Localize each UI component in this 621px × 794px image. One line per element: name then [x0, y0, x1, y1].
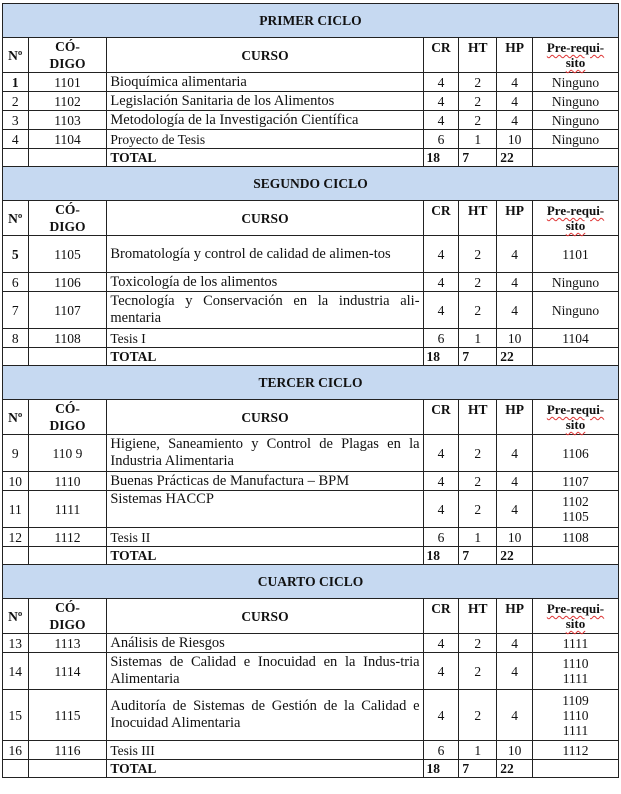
course-code: 1105: [28, 236, 107, 273]
course-credits: 4: [423, 236, 459, 273]
course-prerequisite: [533, 528, 619, 547]
course-code: 1102: [28, 92, 107, 111]
prerequisite-value: Ninguno: [551, 302, 600, 318]
prerequisite-value: Ninguno: [551, 74, 600, 90]
header-no: Nº: [3, 38, 29, 73]
prerequisite-value: Ninguno: [551, 274, 600, 290]
course-row: [3, 92, 619, 111]
header-pre-line1: Pre-requi-: [546, 402, 605, 417]
total-row: [3, 149, 619, 167]
course-practice-hours: 4: [497, 634, 533, 653]
header-pre-line2: sito: [565, 218, 586, 233]
course-practice-hours: 4: [497, 653, 533, 690]
course-prerequisite: [533, 292, 619, 329]
column-header-row: [3, 599, 619, 634]
prerequisite-value: 1109: [562, 692, 589, 708]
total-practice-hours: 22: [497, 348, 533, 366]
course-credits: 4: [423, 435, 459, 472]
header-ht: HT: [459, 38, 497, 73]
course-theory-hours: 2: [459, 73, 497, 92]
course-code: 1112: [28, 528, 107, 547]
total-theory-hours: 7: [459, 149, 497, 167]
course-theory-hours: 2: [459, 653, 497, 690]
course-prerequisite: [533, 111, 619, 130]
course-row: [3, 111, 619, 130]
course-credits: 4: [423, 690, 459, 741]
total-theory-hours: 7: [459, 348, 497, 366]
prerequisite-value: 1111: [562, 722, 589, 738]
course-prerequisite: [533, 435, 619, 472]
course-row: [3, 435, 619, 472]
course-row: [3, 329, 619, 348]
total-practice-hours: 22: [497, 547, 533, 565]
header-codigo: [28, 38, 107, 73]
prerequisite-value: 1105: [562, 509, 589, 524]
total-empty-no: [3, 760, 29, 778]
total-empty-no: [3, 547, 29, 565]
prerequisite-value: Ninguno: [551, 131, 600, 147]
course-code: 1104: [28, 130, 107, 149]
course-name: Tesis I: [107, 329, 423, 348]
course-code: 1110: [28, 472, 107, 491]
course-theory-hours: 1: [459, 741, 497, 760]
course-number: 3: [3, 111, 29, 130]
header-pre-line1: Pre-requi-: [546, 203, 605, 218]
course-row: [3, 292, 619, 329]
course-name: Tesis II: [107, 528, 423, 547]
course-theory-hours: 2: [459, 111, 497, 130]
course-theory-hours: 2: [459, 273, 497, 292]
course-credits: 6: [423, 329, 459, 348]
course-code: 1114: [28, 653, 107, 690]
course-row: [3, 273, 619, 292]
course-credits: 4: [423, 92, 459, 111]
header-hp: HP: [497, 400, 533, 435]
course-number: 5: [3, 236, 29, 273]
header-prerequisito: [533, 38, 619, 73]
prerequisite-value: 1101: [562, 246, 589, 262]
header-pre-line1: Pre-requi-: [546, 40, 605, 55]
course-number: 1: [3, 73, 29, 92]
header-no: Nº: [3, 400, 29, 435]
course-practice-hours: 10: [497, 329, 533, 348]
course-name: Proyecto de Tesis: [107, 130, 423, 149]
course-number: 14: [3, 653, 29, 690]
course-row: [3, 741, 619, 760]
total-empty-no: [3, 149, 29, 167]
course-practice-hours: 4: [497, 111, 533, 130]
header-hp: HP: [497, 599, 533, 634]
total-credits: 18: [423, 547, 459, 565]
course-theory-hours: 2: [459, 292, 497, 329]
course-code: 1115: [28, 690, 107, 741]
total-empty-code: [28, 760, 107, 778]
header-curso: CURSO: [107, 599, 423, 634]
course-number: 15: [3, 690, 29, 741]
course-practice-hours: 10: [497, 130, 533, 149]
course-practice-hours: 4: [497, 273, 533, 292]
column-header-row: [3, 400, 619, 435]
header-codigo-line2: DIGO: [49, 56, 86, 71]
total-empty-pre: [533, 760, 619, 778]
course-practice-hours: 4: [497, 92, 533, 111]
course-prerequisite: [533, 92, 619, 111]
course-code: 110 9: [28, 435, 107, 472]
course-theory-hours: 2: [459, 236, 497, 273]
course-name: Legislación Sanitaria de los Alimentos: [107, 92, 423, 111]
total-empty-code: [28, 149, 107, 167]
course-number: 16: [3, 741, 29, 760]
course-code: 1106: [28, 273, 107, 292]
course-practice-hours: 4: [497, 472, 533, 491]
total-row: [3, 760, 619, 778]
course-name: Higiene, Saneamiento y Control de Plagas en la Industria Alimentaria: [107, 435, 423, 472]
course-theory-hours: 1: [459, 528, 497, 547]
course-prerequisite: [533, 329, 619, 348]
cycle-header-row: [3, 167, 619, 201]
course-number: 7: [3, 292, 29, 329]
course-credits: 4: [423, 491, 459, 528]
course-row: [3, 528, 619, 547]
prerequisite-value: 1102: [562, 494, 589, 509]
header-codigo-line2: DIGO: [49, 617, 86, 632]
total-row: [3, 547, 619, 565]
course-theory-hours: 1: [459, 329, 497, 348]
header-prerequisito: [533, 201, 619, 236]
course-number: 11: [3, 491, 29, 528]
course-theory-hours: 2: [459, 491, 497, 528]
prerequisite-value: 1110: [562, 656, 589, 671]
total-practice-hours: 22: [497, 149, 533, 167]
course-row: [3, 73, 619, 92]
cycle-title: TERCER CICLO: [3, 366, 619, 400]
course-prerequisite: [533, 130, 619, 149]
course-practice-hours: 4: [497, 435, 533, 472]
prerequisite-value: Ninguno: [551, 93, 600, 109]
header-cr: CR: [423, 400, 459, 435]
total-empty-no: [3, 348, 29, 366]
course-name: Tesis III: [107, 741, 423, 760]
cycle-title: CUARTO CICLO: [3, 565, 619, 599]
cycle-header-row: [3, 565, 619, 599]
header-cr: CR: [423, 201, 459, 236]
prerequisite-value: 1111: [562, 635, 589, 651]
total-practice-hours: 22: [497, 760, 533, 778]
prerequisite-value: 1108: [562, 529, 589, 545]
header-curso: CURSO: [107, 201, 423, 236]
course-name: Bioquímica alimentaria: [107, 73, 423, 92]
column-header-row: [3, 201, 619, 236]
header-no: Nº: [3, 599, 29, 634]
column-header-row: [3, 38, 619, 73]
course-credits: 4: [423, 653, 459, 690]
header-codigo-line1: CÓ-: [55, 202, 80, 217]
course-practice-hours: 4: [497, 292, 533, 329]
course-theory-hours: 2: [459, 690, 497, 741]
course-row: [3, 634, 619, 653]
header-pre-line2: sito: [565, 616, 586, 631]
course-name: Análisis de Riesgos: [107, 634, 423, 653]
header-codigo-line2: DIGO: [49, 418, 86, 433]
course-theory-hours: 2: [459, 435, 497, 472]
header-codigo: [28, 400, 107, 435]
course-prerequisite: [533, 741, 619, 760]
total-credits: 18: [423, 760, 459, 778]
course-name: Toxicología de los alimentos: [107, 273, 423, 292]
total-theory-hours: 7: [459, 547, 497, 565]
prerequisite-value: 1104: [562, 330, 589, 346]
total-theory-hours: 7: [459, 760, 497, 778]
course-number: 13: [3, 634, 29, 653]
course-practice-hours: 10: [497, 528, 533, 547]
course-credits: 4: [423, 634, 459, 653]
total-credits: 18: [423, 348, 459, 366]
course-prerequisite: [533, 634, 619, 653]
course-prerequisite: [533, 690, 619, 741]
course-row: [3, 472, 619, 491]
header-codigo-line2: DIGO: [49, 219, 86, 234]
total-credits: 18: [423, 149, 459, 167]
header-codigo-line1: CÓ-: [55, 600, 80, 615]
header-codigo: [28, 599, 107, 634]
course-name: Auditoría de Sistemas de Gestión de la Calidad e Inocuidad Alimentaria: [107, 690, 423, 741]
header-hp: HP: [497, 201, 533, 236]
course-name: Sistemas HACCP: [107, 491, 423, 528]
course-prerequisite: [533, 472, 619, 491]
total-empty-pre: [533, 149, 619, 167]
course-row: [3, 236, 619, 273]
course-code: 1108: [28, 329, 107, 348]
course-code: 1111: [28, 491, 107, 528]
course-row: [3, 130, 619, 149]
total-label: TOTAL: [107, 348, 423, 366]
course-code: 1107: [28, 292, 107, 329]
total-empty-code: [28, 348, 107, 366]
course-prerequisite: [533, 273, 619, 292]
course-code: 1116: [28, 741, 107, 760]
cycle-title: PRIMER CICLO: [3, 4, 619, 38]
course-theory-hours: 2: [459, 92, 497, 111]
course-practice-hours: 4: [497, 73, 533, 92]
course-credits: 6: [423, 528, 459, 547]
course-practice-hours: 4: [497, 690, 533, 741]
course-name: Bromatología y control de calidad de alimen-tos: [107, 236, 423, 273]
header-no: Nº: [3, 201, 29, 236]
course-number: 4: [3, 130, 29, 149]
total-empty-pre: [533, 348, 619, 366]
total-label: TOTAL: [107, 547, 423, 565]
cycle-title: SEGUNDO CICLO: [3, 167, 619, 201]
course-code: 1103: [28, 111, 107, 130]
course-name: Tecnología y Conservación en la industria ali-mentaria: [107, 292, 423, 329]
prerequisite-value: 1112: [562, 742, 589, 758]
course-practice-hours: 4: [497, 491, 533, 528]
course-name: Buenas Prácticas de Manufactura – BPM: [107, 472, 423, 491]
total-label: TOTAL: [107, 760, 423, 778]
header-prerequisito: [533, 599, 619, 634]
course-theory-hours: 1: [459, 130, 497, 149]
header-curso: CURSO: [107, 400, 423, 435]
course-credits: 4: [423, 111, 459, 130]
total-empty-pre: [533, 547, 619, 565]
prerequisite-value: 1106: [562, 445, 589, 461]
total-row: [3, 348, 619, 366]
header-pre-line2: sito: [565, 55, 586, 70]
course-number: 9: [3, 435, 29, 472]
header-hp: HP: [497, 38, 533, 73]
header-ht: HT: [459, 201, 497, 236]
course-credits: 4: [423, 292, 459, 329]
course-credits: 4: [423, 273, 459, 292]
course-prerequisite: [533, 653, 619, 690]
course-number: 6: [3, 273, 29, 292]
header-ht: HT: [459, 400, 497, 435]
course-number: 2: [3, 92, 29, 111]
course-number: 8: [3, 329, 29, 348]
course-credits: 6: [423, 741, 459, 760]
course-prerequisite: [533, 73, 619, 92]
header-cr: CR: [423, 38, 459, 73]
prerequisite-value: Ninguno: [551, 112, 600, 128]
course-credits: 6: [423, 130, 459, 149]
course-theory-hours: 2: [459, 472, 497, 491]
header-prerequisito: [533, 400, 619, 435]
header-curso: CURSO: [107, 38, 423, 73]
course-prerequisite: [533, 491, 619, 528]
cycle-header-row: [3, 366, 619, 400]
course-row: [3, 491, 619, 528]
prerequisite-value: 1110: [562, 707, 589, 723]
course-code: 1113: [28, 634, 107, 653]
header-codigo-line1: CÓ-: [55, 401, 80, 416]
total-label: TOTAL: [107, 149, 423, 167]
course-code: 1101: [28, 73, 107, 92]
prerequisite-value: 1111: [562, 671, 589, 686]
header-cr: CR: [423, 599, 459, 634]
header-codigo-line1: CÓ-: [55, 39, 80, 54]
header-pre-line2: sito: [565, 417, 586, 432]
prerequisite-value: 1107: [562, 473, 589, 489]
course-row: [3, 690, 619, 741]
course-number: 12: [3, 528, 29, 547]
course-name: Metodología de la Investigación Científica: [107, 111, 423, 130]
course-credits: 4: [423, 472, 459, 491]
course-credits: 4: [423, 73, 459, 92]
cycle-header-row: [3, 4, 619, 38]
course-practice-hours: 4: [497, 236, 533, 273]
course-number: 10: [3, 472, 29, 491]
curriculum-table: [2, 3, 619, 778]
course-name: Sistemas de Calidad e Inocuidad en la Indus-tria Alimentaria: [107, 653, 423, 690]
course-prerequisite: [533, 236, 619, 273]
course-theory-hours: 2: [459, 634, 497, 653]
header-codigo: [28, 201, 107, 236]
header-pre-line1: Pre-requi-: [546, 601, 605, 616]
course-row: [3, 653, 619, 690]
header-ht: HT: [459, 599, 497, 634]
course-practice-hours: 10: [497, 741, 533, 760]
total-empty-code: [28, 547, 107, 565]
